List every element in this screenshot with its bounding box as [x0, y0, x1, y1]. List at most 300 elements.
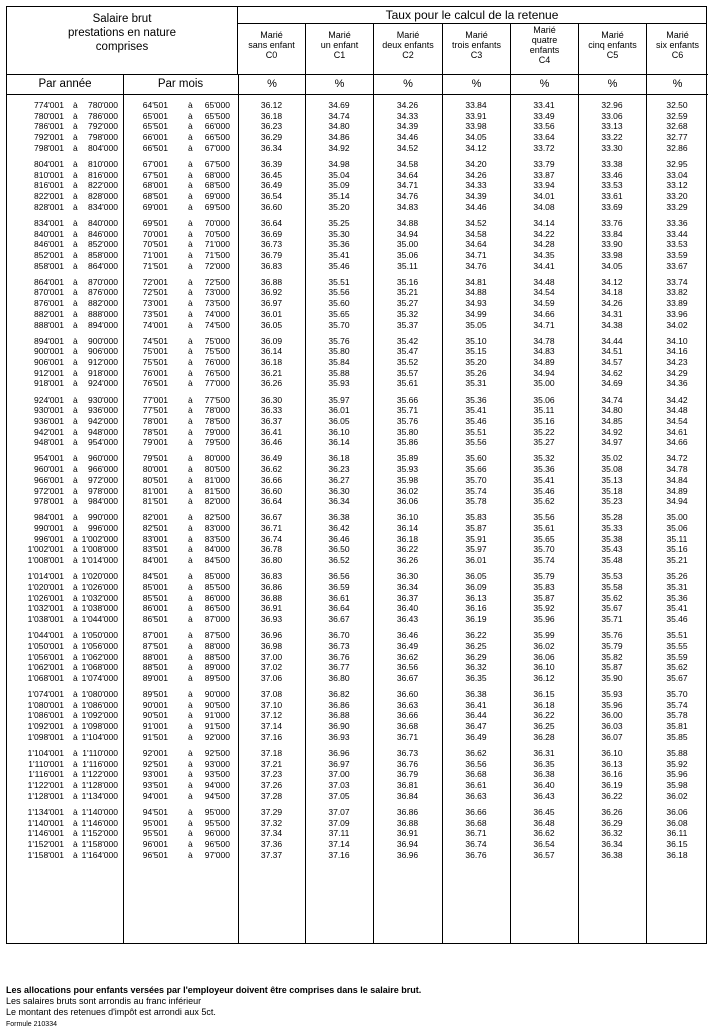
table-row	[7, 336, 706, 347]
monthly-to: 77'500	[204, 394, 230, 405]
table-row	[7, 732, 706, 743]
rate-c0: 36.78	[260, 544, 283, 555]
rate-c0: 37.32	[260, 817, 283, 828]
rate-c2: 36.68	[396, 721, 419, 732]
rate-c6: 34.72	[666, 453, 688, 464]
table-row	[7, 807, 706, 818]
range-separator: à	[73, 533, 78, 544]
annual-to: 1'128'000	[81, 780, 118, 790]
range-separator: à	[73, 287, 78, 298]
rate-c4: 36.06	[533, 651, 555, 662]
monthly-to: 65'500	[204, 110, 230, 121]
rate-c0: 36.71	[260, 523, 283, 533]
monthly-from: 87'001	[142, 630, 168, 641]
range-separator: à	[188, 817, 193, 828]
rate-c0: 36.88	[260, 276, 283, 287]
monthly-to: 75'500	[204, 346, 230, 357]
monthly-to: 70'500	[204, 228, 230, 239]
range-separator: à	[188, 630, 193, 641]
rate-c0: 37.16	[260, 731, 283, 742]
rate-c2: 35.93	[396, 464, 419, 475]
rate-c4: 34.48	[533, 276, 555, 287]
monthly-to: 88'000	[204, 640, 230, 651]
rate-c4: 35.41	[533, 474, 555, 485]
annual-to: 840'000	[88, 217, 118, 228]
monthly-to: 76'500	[204, 367, 230, 378]
rate-c0: 37.37	[260, 849, 283, 860]
annual-from: 810'001	[34, 169, 64, 180]
column-header-line: six enfants	[655, 40, 700, 50]
rate-header-title: Taux pour le calcul de la retenue	[238, 7, 706, 24]
range-separator: à	[188, 437, 193, 448]
range-separator: à	[73, 158, 78, 169]
table-row	[7, 652, 706, 663]
rate-c4: 34.41	[533, 260, 555, 271]
range-separator: à	[73, 335, 78, 346]
range-separator: à	[73, 100, 78, 110]
column-header-c0	[238, 24, 305, 75]
rate-c3: 34.99	[465, 308, 487, 319]
annual-to: 1'164'000	[81, 849, 118, 860]
monthly-from: 73'001	[142, 298, 168, 309]
monthly-from: 72'001	[142, 276, 168, 287]
rate-c3: 34.76	[465, 260, 487, 271]
rate-c6: 32.59	[666, 110, 688, 121]
rate-c2: 36.26	[396, 555, 419, 566]
table-row	[7, 416, 706, 427]
range-separator: à	[188, 731, 193, 742]
rate-c4: 35.61	[533, 523, 555, 533]
rate-c0: 36.91	[260, 603, 283, 614]
monthly-to: 96'000	[204, 828, 230, 839]
column-header-c2	[373, 24, 442, 75]
rate-c5: 35.33	[601, 523, 623, 533]
rate-c0: 36.79	[260, 249, 283, 260]
rate-c2: 36.40	[396, 603, 419, 614]
rate-c3: 34.12	[465, 142, 487, 153]
annual-to: 1'152'000	[81, 828, 118, 839]
annual-from: 1'044'001	[27, 630, 64, 641]
rate-c4: 36.38	[533, 769, 555, 780]
range-separator: à	[188, 110, 193, 121]
range-separator: à	[188, 640, 193, 651]
annual-to: 834'000	[88, 201, 118, 212]
table-row	[7, 143, 706, 154]
rate-c1: 36.34	[328, 496, 350, 507]
annual-to: 870'000	[88, 276, 118, 287]
rate-c4: 33.94	[533, 180, 555, 191]
rate-c6: 35.26	[666, 571, 688, 582]
range-separator: à	[73, 110, 78, 121]
rate-c2: 34.64	[396, 169, 419, 180]
column-header-c5	[578, 24, 646, 75]
annual-to: 792'000	[88, 121, 118, 132]
table-row	[7, 839, 706, 850]
range-separator: à	[73, 780, 78, 790]
range-separator: à	[73, 581, 78, 592]
monthly-from: 83'501	[142, 544, 168, 555]
range-separator: à	[188, 217, 193, 228]
gross-salary-title-line3: comprises	[95, 41, 149, 53]
rate-c0: 37.26	[260, 780, 283, 790]
rate-c2: 35.21	[396, 287, 419, 298]
rate-c5: 35.62	[601, 592, 623, 603]
rate-c4: 36.48	[533, 817, 555, 828]
rate-c6: 34.89	[666, 485, 688, 496]
rate-c6: 36.18	[666, 849, 688, 860]
rate-c5: 34.05	[601, 260, 623, 271]
annual-to: 918'000	[88, 367, 118, 378]
table-row	[7, 298, 706, 309]
annual-from: 930'001	[34, 405, 64, 416]
rate-c4: 36.57	[533, 849, 555, 860]
table-row	[7, 121, 706, 132]
rate-c0: 37.00	[260, 651, 283, 662]
rate-c5: 33.06	[601, 110, 623, 121]
range-separator: à	[73, 298, 78, 309]
range-separator: à	[188, 758, 193, 769]
table-row	[7, 828, 706, 839]
table-row	[7, 229, 706, 240]
range-separator: à	[188, 228, 193, 239]
rate-c5: 35.02	[601, 453, 623, 464]
rate-c1: 36.52	[328, 555, 350, 566]
annual-from: 1'086'001	[27, 710, 64, 721]
rate-c3: 36.62	[465, 747, 487, 758]
rate-c1: 34.92	[328, 142, 350, 153]
rate-c2: 35.80	[396, 426, 419, 437]
range-separator: à	[73, 603, 78, 614]
table-row	[7, 475, 706, 486]
annual-from: 1'116'001	[28, 769, 64, 780]
annual-from: 1'014'001	[27, 571, 64, 582]
rate-c1: 37.14	[328, 838, 350, 849]
rate-c5: 33.90	[601, 239, 623, 250]
rate-c6: 33.12	[666, 180, 688, 191]
annual-to: 930'000	[88, 394, 118, 405]
rate-c3: 35.51	[465, 426, 487, 437]
rate-c4: 34.14	[533, 217, 555, 228]
range-separator: à	[188, 426, 193, 437]
rate-c5: 33.38	[601, 158, 623, 169]
monthly-from: 65'001	[142, 110, 168, 121]
rate-c1: 35.04	[328, 169, 350, 180]
rate-c4: 36.22	[533, 710, 555, 721]
rate-c3: 36.63	[465, 790, 487, 801]
rate-c3: 36.01	[465, 555, 487, 566]
monthly-from: 79'001	[142, 437, 168, 448]
rate-c1: 35.60	[328, 298, 350, 309]
rate-c3: 35.56	[465, 437, 487, 448]
rate-c6: 33.53	[666, 239, 688, 250]
annual-to: 912'000	[88, 357, 118, 367]
annual-from: 996'001	[34, 533, 64, 544]
rate-c0: 37.12	[260, 710, 283, 721]
column-header-line: C2	[402, 50, 414, 60]
column-header-line: quatre	[531, 35, 558, 45]
rate-c6: 34.61	[666, 426, 688, 437]
monthly-from: 75'001	[142, 346, 168, 357]
rate-c2: 36.14	[396, 523, 419, 533]
rate-c6: 35.36	[666, 592, 688, 603]
monthly-from: 92'001	[142, 747, 168, 758]
annual-to: 876'000	[88, 287, 118, 298]
rate-c2: 34.52	[396, 142, 419, 153]
rate-c3: 35.46	[465, 415, 487, 426]
rate-c5: 34.57	[601, 357, 623, 367]
range-separator: à	[73, 630, 78, 641]
rate-c6: 33.44	[666, 228, 688, 239]
table-row	[7, 437, 706, 448]
monthly-to: 88'500	[204, 651, 230, 662]
rate-c6: 35.98	[666, 780, 688, 790]
rate-c6: 33.74	[666, 276, 688, 287]
rate-c5: 35.18	[601, 485, 623, 496]
range-separator: à	[73, 523, 78, 533]
rate-c5: 34.18	[601, 287, 623, 298]
rate-c6: 33.36	[666, 217, 688, 228]
rate-c5: 35.87	[601, 662, 623, 673]
rate-c3: 35.60	[465, 453, 487, 464]
rate-c2: 34.94	[396, 228, 419, 239]
rate-c5: 34.74	[601, 394, 623, 405]
rate-c0: 36.41	[260, 426, 283, 437]
column-header-c4	[510, 24, 578, 75]
rate-c5: 34.31	[601, 308, 623, 319]
rate-c0: 36.60	[260, 201, 283, 212]
annual-from: 990'001	[34, 523, 64, 533]
rate-c2: 35.06	[396, 249, 419, 260]
table-row	[7, 261, 706, 272]
annual-from: 906'001	[34, 357, 64, 367]
monthly-from: 91'501	[142, 731, 168, 742]
annual-to: 1'062'000	[81, 651, 118, 662]
rate-c3: 34.93	[465, 298, 487, 309]
table-row	[7, 593, 706, 604]
rate-c2: 36.63	[396, 699, 419, 710]
rate-c5: 36.10	[601, 747, 623, 758]
rate-c3: 36.71	[465, 828, 487, 839]
monthly-to: 69'000	[204, 191, 230, 201]
range-separator: à	[188, 581, 193, 592]
annual-to: 1'002'000	[81, 533, 118, 544]
rate-c6: 36.11	[666, 828, 688, 839]
rate-c3: 35.87	[465, 523, 487, 533]
annual-to: 888'000	[88, 308, 118, 319]
rate-c3: 36.56	[465, 758, 487, 769]
rate-c3: 36.66	[465, 806, 487, 817]
range-separator: à	[188, 603, 193, 614]
monthly-from: 68'001	[142, 180, 168, 191]
rate-c4: 35.32	[533, 453, 555, 464]
percent-unit: %	[646, 75, 708, 95]
rate-c5: 36.34	[601, 838, 623, 849]
column-header-line: C4	[538, 55, 551, 65]
table-row	[7, 486, 706, 497]
rate-c4: 35.70	[533, 544, 555, 555]
rate-c4: 35.11	[533, 405, 555, 416]
rate-c2: 36.66	[396, 710, 419, 721]
monthly-from: 88'001	[142, 651, 168, 662]
rate-c1: 36.05	[328, 415, 350, 426]
rate-c4: 35.83	[533, 581, 555, 592]
range-separator: à	[73, 769, 78, 780]
monthly-to: 92'500	[204, 747, 230, 758]
monthly-to: 87'000	[204, 614, 230, 624]
annual-to: 1'092'000	[81, 710, 118, 721]
rate-c2: 36.71	[396, 731, 419, 742]
monthly-from: 77'501	[142, 405, 168, 416]
rate-c6: 34.78	[666, 464, 688, 475]
monthly-from: 80'001	[142, 464, 168, 475]
annual-from: 834'001	[34, 217, 64, 228]
rate-c2: 36.37	[396, 592, 419, 603]
monthly-from: 88'501	[142, 662, 168, 673]
rate-c5: 34.92	[601, 426, 623, 437]
rate-c5: 36.26	[601, 806, 623, 817]
rate-c1: 37.16	[328, 849, 350, 860]
rate-c3: 35.31	[465, 378, 487, 389]
rate-c5: 35.08	[601, 464, 623, 475]
range-separator: à	[73, 121, 78, 132]
rate-c2: 36.34	[396, 581, 419, 592]
table-row	[7, 180, 706, 191]
column-header-line: trois enfants	[451, 40, 502, 50]
rate-c0: 36.14	[260, 346, 283, 357]
rate-c5: 35.93	[601, 689, 623, 699]
range-separator: à	[73, 260, 78, 271]
monthly-to: 85'000	[204, 571, 230, 582]
rate-c5: 35.13	[601, 474, 623, 485]
monthly-from: 84'001	[142, 555, 168, 566]
rate-c4: 33.41	[533, 100, 555, 110]
rate-c6: 35.51	[666, 630, 688, 641]
rate-c1: 35.41	[328, 249, 350, 260]
monthly-from: 91'001	[142, 721, 168, 732]
rate-c3: 35.83	[465, 512, 487, 523]
annual-from: 954'001	[34, 453, 64, 464]
rate-c3: 34.33	[465, 180, 487, 191]
rate-c5: 35.76	[601, 630, 623, 641]
rate-c2: 34.39	[396, 121, 419, 132]
rate-c5: 34.80	[601, 405, 623, 416]
rate-c6: 33.20	[666, 191, 688, 201]
column-header-line: C6	[671, 50, 684, 60]
rate-c2: 34.33	[396, 110, 419, 121]
rate-c6: 35.59	[666, 651, 688, 662]
annual-from: 1'110'001	[28, 758, 64, 769]
range-separator: à	[73, 689, 78, 699]
rate-c6: 35.78	[666, 710, 688, 721]
monthly-from: 69'501	[142, 217, 168, 228]
rate-c3: 34.20	[465, 158, 487, 169]
monthly-from: 90'501	[142, 710, 168, 721]
monthly-to: 70'000	[204, 217, 230, 228]
monthly-from: 70'501	[142, 239, 168, 250]
rate-c3: 34.52	[465, 217, 487, 228]
annual-to: 1'020'000	[81, 571, 118, 582]
rate-c3: 35.36	[465, 394, 487, 405]
rate-c4: 36.62	[533, 828, 555, 839]
rate-c6: 35.11	[666, 533, 688, 544]
range-separator: à	[73, 405, 78, 416]
column-header-line: C0	[265, 50, 278, 60]
rate-c4: 35.79	[533, 571, 555, 582]
rate-c1: 36.18	[328, 453, 350, 464]
annual-from: 960'001	[34, 464, 64, 475]
table-row	[7, 700, 706, 711]
rate-c3: 36.41	[465, 699, 487, 710]
rate-c2: 36.62	[396, 651, 419, 662]
rate-c1: 36.82	[328, 689, 350, 699]
range-separator: à	[73, 747, 78, 758]
annual-from: 864'001	[34, 276, 64, 287]
rate-c4: 34.35	[533, 249, 555, 260]
range-separator: à	[73, 838, 78, 849]
table-row	[7, 287, 706, 298]
rate-c0: 37.28	[260, 790, 283, 801]
annual-to: 846'000	[88, 228, 118, 239]
range-separator: à	[188, 710, 193, 721]
monthly-to: 83'000	[204, 523, 230, 533]
rate-c1: 35.97	[328, 394, 350, 405]
table-row	[7, 218, 706, 229]
annual-to: 804'000	[88, 142, 118, 153]
rate-c0: 36.67	[260, 512, 283, 523]
rate-c5: 34.44	[601, 335, 623, 346]
rate-c5: 33.84	[601, 228, 623, 239]
annual-from: 918'001	[34, 378, 64, 389]
rate-c5: 35.79	[601, 640, 623, 651]
annual-to: 966'000	[88, 464, 118, 475]
rate-c4: 36.12	[533, 672, 555, 683]
range-separator: à	[188, 512, 193, 523]
rate-c2: 35.42	[396, 335, 419, 346]
monthly-from: 86'501	[142, 614, 168, 624]
rate-c5: 33.30	[601, 142, 623, 153]
monthly-from: 96'001	[142, 838, 168, 849]
annual-to: 1'050'000	[81, 630, 118, 641]
rate-c1: 36.97	[328, 758, 350, 769]
rate-c0: 36.64	[260, 217, 283, 228]
range-separator: à	[188, 239, 193, 250]
column-header-line: C5	[606, 50, 619, 60]
annual-from: 786'001	[34, 121, 64, 132]
rate-c3: 34.88	[465, 287, 487, 298]
monthly-to: 82'000	[204, 496, 230, 507]
rate-c1: 36.46	[328, 533, 350, 544]
tax-rate-table	[6, 6, 707, 944]
rate-c2: 36.67	[396, 672, 419, 683]
annual-from: 1'098'001	[27, 731, 64, 742]
annual-from: 1'152'001	[27, 838, 64, 849]
range-separator: à	[188, 474, 193, 485]
table-row	[7, 250, 706, 261]
range-separator: à	[188, 287, 193, 298]
range-separator: à	[73, 415, 78, 426]
rate-c2: 34.58	[396, 158, 419, 169]
column-header-c1	[305, 24, 373, 75]
range-separator: à	[73, 394, 78, 405]
column-header-line: cinq enfants	[588, 40, 637, 50]
monthly-from: 74'501	[142, 335, 168, 346]
rate-c0: 37.10	[260, 699, 283, 710]
range-separator: à	[73, 592, 78, 603]
rate-c4: 33.64	[533, 132, 555, 143]
column-header-line: enfants	[529, 45, 560, 55]
range-separator: à	[73, 308, 78, 319]
monthly-to: 78'000	[204, 405, 230, 416]
